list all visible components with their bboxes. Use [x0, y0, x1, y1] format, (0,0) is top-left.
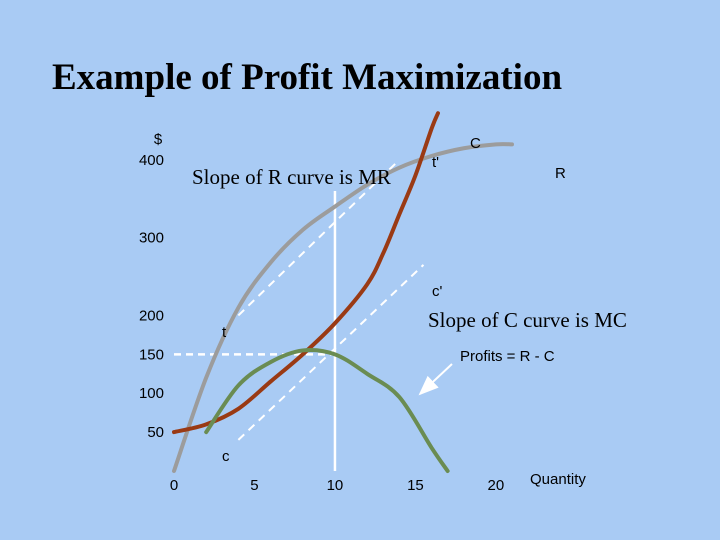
y-tick-label: 150 [138, 346, 164, 364]
x-tick-label: 5 [250, 477, 259, 494]
r-curve-label: R [555, 165, 566, 182]
profit-curve [206, 350, 447, 471]
y-tick-label: 100 [138, 385, 164, 403]
y-tick-label: 200 [138, 307, 164, 325]
y-axis-label: $ [153, 131, 163, 148]
t-label: t [222, 324, 227, 341]
profit-annotation: Profits = R - C [460, 348, 555, 365]
y-tick-label: 300 [138, 229, 164, 247]
y-tick-label: 400 [138, 151, 164, 169]
cost-curve [174, 113, 438, 432]
profit-arrow [420, 364, 452, 394]
slide-title: Example of Profit Maximization [52, 57, 563, 98]
y-tick-label: 50 [147, 424, 164, 442]
c-curve-label: C [470, 135, 481, 152]
mr-annotation: Slope of R curve is MR [192, 165, 391, 189]
c-prime-label: c' [432, 283, 443, 300]
t-prime-label: t' [432, 154, 440, 171]
c-label: c [222, 448, 230, 465]
x-tick-label: 20 [487, 477, 505, 494]
x-axis-label: Quantity [530, 471, 586, 488]
mc-annotation: Slope of C curve is MC [428, 308, 627, 332]
x-tick-label: 15 [407, 477, 424, 494]
x-tick-label: 10 [326, 477, 344, 494]
x-tick-label: 0 [169, 477, 179, 494]
